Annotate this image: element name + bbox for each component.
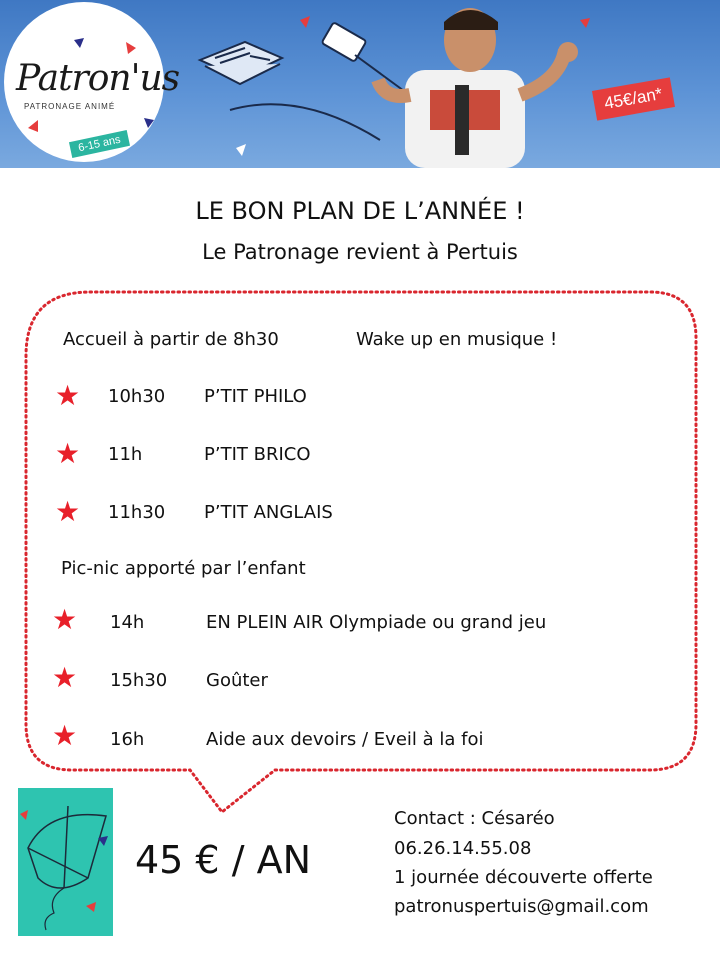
logo-age-badge: 6-15 ans bbox=[69, 130, 130, 158]
lunch-text: Pic-nic apporté par l’enfant bbox=[61, 558, 306, 579]
logo-text: Patron'us bbox=[16, 58, 180, 99]
item-activity: P’TIT ANGLAIS bbox=[204, 502, 333, 523]
contact-phone: 06.26.14.55.08 bbox=[394, 838, 532, 859]
page-subtitle: Le Patronage revient à Pertuis bbox=[202, 240, 518, 264]
item-activity: Goûter bbox=[206, 670, 268, 691]
item-time: 15h30 bbox=[110, 670, 168, 691]
kite-drawing bbox=[18, 788, 113, 936]
item-time: 16h bbox=[110, 729, 145, 750]
contact-email[interactable]: patronuspertuis@gmail.com bbox=[394, 896, 649, 917]
item-activity: Aide aux devoirs / Eveil à la foi bbox=[206, 729, 484, 750]
star-icon: ★ bbox=[55, 380, 81, 411]
star-icon: ★ bbox=[52, 662, 78, 693]
star-icon: ★ bbox=[52, 604, 78, 635]
page-title: LE BON PLAN DE L’ANNÉE ! bbox=[195, 197, 525, 225]
price-text: 45 € / AN bbox=[135, 838, 311, 882]
logo-subtitle: PATRONAGE ANIMÉ bbox=[24, 102, 116, 111]
contact-offer: 1 journée découverte offerte bbox=[394, 867, 653, 888]
wake-up-text: Wake up en musique ! bbox=[356, 329, 558, 350]
star-icon: ★ bbox=[52, 720, 78, 751]
item-activity: P’TIT PHILO bbox=[204, 386, 307, 407]
item-time: 11h bbox=[108, 444, 143, 465]
price-badge: 45€/an* bbox=[592, 77, 675, 120]
item-time: 11h30 bbox=[108, 502, 166, 523]
banner-illustration bbox=[0, 0, 720, 168]
item-time: 14h bbox=[110, 612, 145, 633]
welcome-text: Accueil à partir de 8h30 bbox=[63, 329, 279, 350]
book-icon bbox=[200, 42, 282, 84]
star-icon: ★ bbox=[55, 496, 81, 527]
person-photo bbox=[378, 8, 578, 168]
contact-name: Contact : Césaréo bbox=[394, 808, 555, 829]
item-activity: EN PLEIN AIR Olympiade ou grand jeu bbox=[206, 612, 547, 633]
item-activity: P’TIT BRICO bbox=[204, 444, 311, 465]
star-icon: ★ bbox=[55, 438, 81, 469]
item-time: 10h30 bbox=[108, 386, 166, 407]
kite-icon bbox=[18, 788, 113, 936]
header-banner bbox=[0, 0, 720, 168]
sketch-line bbox=[230, 104, 380, 140]
